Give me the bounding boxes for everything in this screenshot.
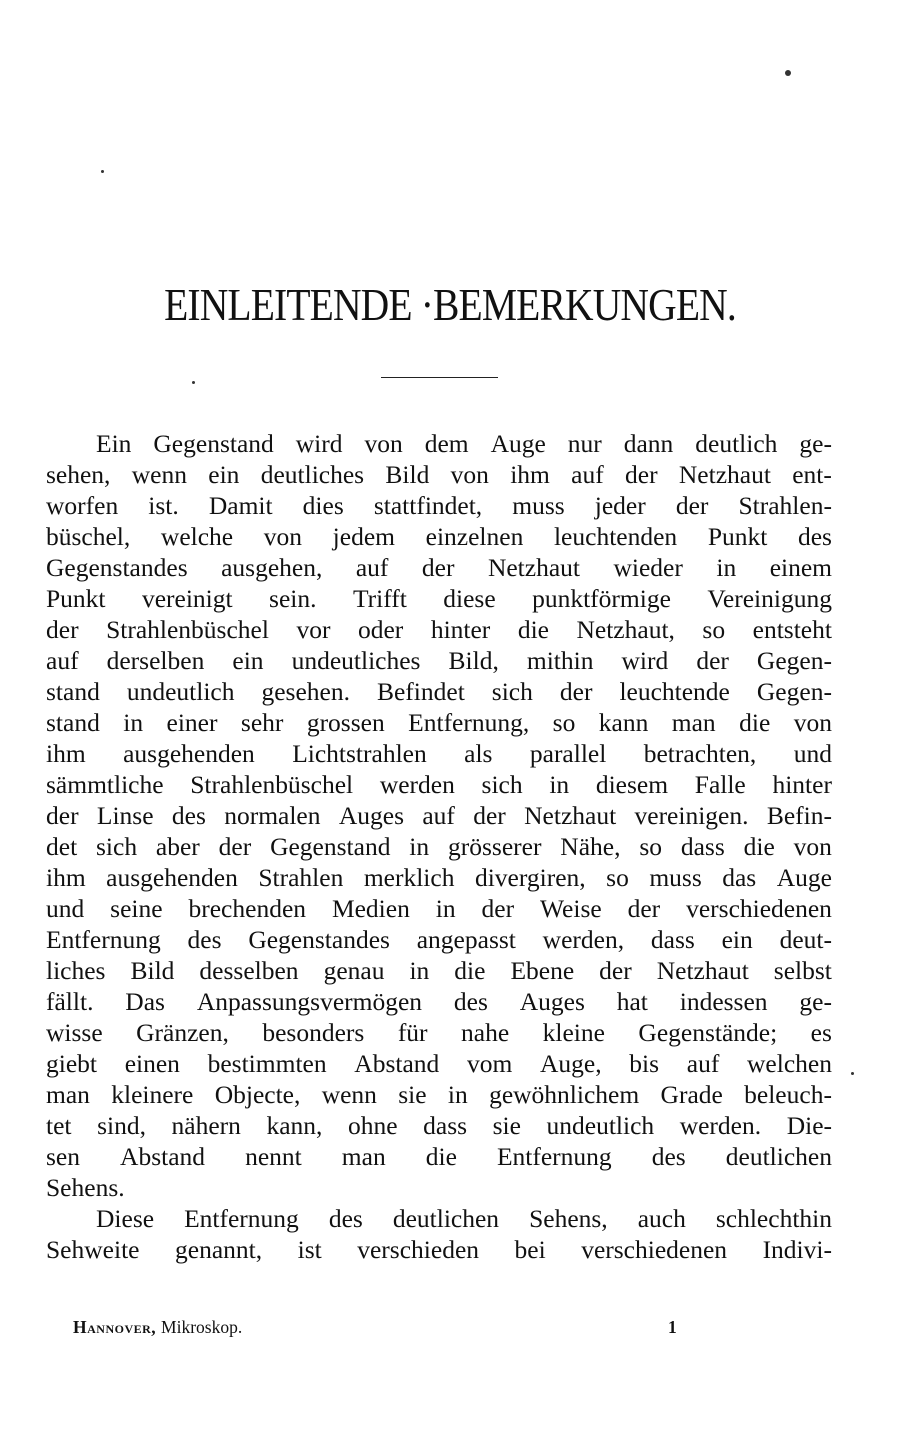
word: Befin- xyxy=(766,801,832,830)
word: einzelnen xyxy=(425,522,524,551)
word: undeutlich xyxy=(546,1111,655,1140)
word: der xyxy=(675,491,709,520)
word: so xyxy=(639,832,663,861)
word: Gegen- xyxy=(756,677,832,706)
word: welche xyxy=(160,522,234,551)
word: seine xyxy=(110,894,163,923)
word: diese xyxy=(443,584,496,613)
word: kleine xyxy=(542,1018,605,1047)
text-line xyxy=(46,1079,832,1110)
word: desselben xyxy=(199,956,299,985)
word: aber xyxy=(155,832,200,861)
text-line xyxy=(46,800,832,831)
word: einer xyxy=(166,708,218,737)
word: Netzhaut, xyxy=(576,615,675,644)
text-line xyxy=(46,490,832,521)
scan-speck xyxy=(192,381,195,384)
word: stand xyxy=(46,677,100,706)
text-line xyxy=(46,1203,832,1234)
word: besonders xyxy=(262,1018,365,1047)
word: des xyxy=(328,1204,363,1233)
text-line xyxy=(46,1172,832,1203)
word: werden, xyxy=(542,925,625,954)
word: man xyxy=(671,708,716,737)
word: ihm xyxy=(510,460,550,489)
word: sehr xyxy=(240,708,284,737)
word: Sehens, xyxy=(529,1204,608,1233)
word: ist. xyxy=(148,491,179,520)
word: Strahlen xyxy=(258,863,344,892)
word: Anpassungsvermögen xyxy=(196,987,423,1016)
word: der xyxy=(218,832,252,861)
word: verschiedenen xyxy=(581,1235,728,1264)
word: diesem xyxy=(595,770,669,799)
word: Grade xyxy=(660,1080,723,1109)
word: Die- xyxy=(786,1111,832,1140)
word: auf xyxy=(686,1049,720,1078)
word: die xyxy=(454,956,486,985)
word: indessen xyxy=(679,987,768,1016)
word: in xyxy=(123,708,144,737)
page-footer xyxy=(46,1315,832,1339)
word: ihm xyxy=(46,863,86,892)
word: ausgehen, xyxy=(221,553,323,582)
word: vereinigen. xyxy=(634,801,749,830)
word: der xyxy=(421,553,455,582)
word: dem xyxy=(424,429,469,458)
word: der xyxy=(627,894,661,923)
word: Lichtstrahlen xyxy=(292,739,427,768)
word: ihm xyxy=(46,739,86,768)
text-line xyxy=(46,1017,832,1048)
word: bestimmten xyxy=(207,1049,327,1078)
word: dann xyxy=(623,429,674,458)
word: ausgehenden xyxy=(123,739,255,768)
word: Auges xyxy=(519,987,585,1016)
word: des xyxy=(453,987,488,1016)
text-line xyxy=(46,676,832,707)
word: der xyxy=(46,615,79,644)
word: Auge, xyxy=(540,1049,602,1078)
word: des xyxy=(187,925,222,954)
word: gewöhnlichem xyxy=(489,1080,640,1109)
paragraph-2 xyxy=(46,1203,832,1265)
word: Medien xyxy=(331,894,410,923)
word: einen xyxy=(124,1049,180,1078)
word: von xyxy=(263,522,303,551)
word: ein xyxy=(208,460,240,489)
text-line xyxy=(46,614,832,645)
word: Auge xyxy=(490,429,546,458)
word: sie xyxy=(492,1111,521,1140)
word: der xyxy=(599,956,632,985)
word: und xyxy=(793,739,832,768)
word: nennt xyxy=(245,1142,302,1171)
text-line xyxy=(46,645,832,676)
word: Trifft xyxy=(352,584,407,613)
word: brechenden xyxy=(188,894,307,923)
text-line xyxy=(46,521,832,552)
word: dass xyxy=(423,1111,468,1140)
word: tet xyxy=(46,1111,72,1140)
word: so xyxy=(552,708,576,737)
word: derselben xyxy=(106,646,205,675)
word: ausgehenden xyxy=(106,863,238,892)
text-line xyxy=(46,1110,832,1141)
word: auf xyxy=(355,553,389,582)
word: normalen xyxy=(224,801,321,830)
word: kleinere xyxy=(111,1080,194,1109)
word: ge- xyxy=(799,429,832,458)
word: die xyxy=(739,708,771,737)
word: liches xyxy=(46,956,106,985)
word: det xyxy=(46,832,78,861)
word: ohne xyxy=(347,1111,398,1140)
text-line xyxy=(46,583,832,614)
word: Netzhaut xyxy=(678,460,771,489)
word: in xyxy=(549,770,570,799)
text-line xyxy=(46,1048,832,1079)
word: als xyxy=(464,739,493,768)
scan-speck xyxy=(101,170,104,173)
word: wisse xyxy=(46,1018,103,1047)
word: Netzhaut xyxy=(656,956,749,985)
word: werden. xyxy=(679,1111,762,1140)
word: ein xyxy=(721,925,753,954)
word: Entfernung, xyxy=(408,708,530,737)
word: Bild xyxy=(385,460,430,489)
word: entsteht xyxy=(752,615,832,644)
word: Sehens. xyxy=(46,1173,125,1202)
word: büschel, xyxy=(46,522,131,551)
paragraph-1 xyxy=(46,428,832,1203)
text-line xyxy=(46,893,832,924)
word: welchen xyxy=(747,1049,832,1078)
word: Strahlen- xyxy=(738,491,832,520)
word: es xyxy=(810,1018,832,1047)
word: muss xyxy=(649,863,702,892)
word: Bild, xyxy=(448,646,499,675)
text-line xyxy=(46,459,832,490)
word: vereinigt xyxy=(141,584,233,613)
word: der xyxy=(473,801,506,830)
text-line xyxy=(46,1234,832,1265)
word: Entfernung xyxy=(496,1142,612,1171)
word: dies xyxy=(302,491,344,520)
word: Das xyxy=(125,987,165,1016)
word: deutlichen xyxy=(392,1204,500,1233)
word: hinter xyxy=(772,770,832,799)
word: wird xyxy=(621,646,669,675)
word: Gegen- xyxy=(756,646,832,675)
word: giebt xyxy=(46,1049,97,1078)
word: einem xyxy=(769,553,832,582)
word: nahe xyxy=(461,1018,510,1047)
text-line xyxy=(46,707,832,738)
word: stattfindet, xyxy=(373,491,483,520)
word: vom xyxy=(466,1049,513,1078)
word: deutliches xyxy=(260,460,365,489)
word: Abstand xyxy=(120,1142,206,1171)
word: und xyxy=(46,894,85,923)
word: leuchtenden xyxy=(553,522,678,551)
word: kann xyxy=(598,708,649,737)
word: nähern xyxy=(171,1111,241,1140)
text-line xyxy=(46,831,832,862)
word: in xyxy=(409,956,430,985)
word: nur xyxy=(567,429,602,458)
word: ist xyxy=(297,1235,322,1264)
word: punktförmige xyxy=(532,584,671,613)
word: Gränzen, xyxy=(136,1018,229,1047)
word: ein xyxy=(232,646,264,675)
word: sen xyxy=(46,1142,80,1171)
word: merklich xyxy=(363,863,455,892)
word: die xyxy=(743,832,775,861)
word: worfen xyxy=(46,491,119,520)
word: Auge xyxy=(776,863,832,892)
word: Falle xyxy=(694,770,746,799)
word: genannt, xyxy=(175,1235,263,1264)
chapter-title: EINLEITENDE ·BEMERKUNGEN. xyxy=(164,279,736,330)
text-line xyxy=(46,1141,832,1172)
word: von xyxy=(793,708,832,737)
word: von xyxy=(450,460,489,489)
word: hinter xyxy=(430,615,491,644)
word: für xyxy=(397,1018,428,1047)
word: vor xyxy=(296,615,331,644)
word: der xyxy=(46,801,79,830)
word: hat xyxy=(616,987,648,1016)
word: fällt. xyxy=(46,987,94,1016)
text-line xyxy=(46,924,832,955)
word: verschieden xyxy=(357,1235,480,1264)
word: jeder xyxy=(594,491,646,520)
word: Befindet xyxy=(376,677,465,706)
word: wenn xyxy=(131,460,187,489)
word: undeutlich xyxy=(126,677,235,706)
word: selbst xyxy=(773,956,832,985)
word: Indivi- xyxy=(762,1235,832,1264)
word: kann, xyxy=(266,1111,323,1140)
word: sich xyxy=(491,677,533,706)
word: man xyxy=(46,1080,90,1109)
word: auf xyxy=(46,646,79,675)
word: wird xyxy=(295,429,343,458)
word: wieder xyxy=(613,553,683,582)
title-divider xyxy=(381,377,498,378)
word: leuchtende xyxy=(619,677,730,706)
scan-speck xyxy=(851,1072,854,1075)
word: divergiren, xyxy=(474,863,586,892)
word: auf xyxy=(422,801,455,830)
word: gesehen. xyxy=(261,677,350,706)
word: auch xyxy=(637,1204,686,1233)
word: Entfernung xyxy=(46,925,161,954)
word: jedem xyxy=(332,522,395,551)
word: Strahlenbüschel xyxy=(106,615,269,644)
word: von xyxy=(364,429,403,458)
word: der xyxy=(481,894,515,923)
word: betrachten, xyxy=(643,739,757,768)
scan-speck xyxy=(785,70,791,76)
word: so xyxy=(606,863,629,892)
word: man xyxy=(341,1142,386,1171)
text-line xyxy=(46,986,832,1017)
word: sich xyxy=(481,770,523,799)
body-text xyxy=(46,428,832,1265)
word: Gegenstände; xyxy=(638,1018,778,1047)
word: wenn xyxy=(321,1080,377,1109)
word: der xyxy=(625,460,658,489)
word: so xyxy=(702,615,726,644)
word: Ebene xyxy=(510,956,575,985)
word: oder xyxy=(357,615,404,644)
word: grösserer xyxy=(447,832,542,861)
word: in xyxy=(716,553,737,582)
text-line xyxy=(46,769,832,800)
word: der xyxy=(696,646,729,675)
word: in xyxy=(409,832,430,861)
word: bei xyxy=(514,1235,546,1264)
word: dass xyxy=(680,832,725,861)
footer-signature xyxy=(73,1315,242,1339)
word: undeutliches xyxy=(291,646,421,675)
word: verschiedenen xyxy=(686,894,832,923)
word: mithin xyxy=(526,646,594,675)
word: Gegenstandes xyxy=(248,925,390,954)
word: parallel xyxy=(529,739,607,768)
word: Abstand xyxy=(354,1049,440,1078)
word: Auges xyxy=(338,801,405,830)
page-number: 1 xyxy=(668,1317,677,1337)
word: sind, xyxy=(97,1111,146,1140)
word: auf xyxy=(571,460,604,489)
word: Bild xyxy=(130,956,175,985)
word: Netzhaut xyxy=(487,553,580,582)
word: Linse xyxy=(96,801,154,830)
word: sich xyxy=(96,832,138,861)
word: muss xyxy=(512,491,565,520)
word: des xyxy=(651,1142,686,1171)
word: ge- xyxy=(799,987,832,1016)
word: werden xyxy=(379,770,455,799)
word: Damit xyxy=(208,491,273,520)
word: Objecte, xyxy=(214,1080,301,1109)
word: das xyxy=(722,863,757,892)
word: Diese xyxy=(96,1204,155,1233)
word: bis xyxy=(629,1049,660,1078)
word: Weise xyxy=(540,894,602,923)
word: Sehweite xyxy=(46,1235,140,1264)
word: deut- xyxy=(779,925,832,954)
word: grossen xyxy=(306,708,385,737)
word: Vereinigung xyxy=(707,584,832,613)
word: sie xyxy=(398,1080,427,1109)
word: Entfernung xyxy=(184,1204,299,1233)
word: Netzhaut xyxy=(524,801,617,830)
word: beleuch- xyxy=(744,1080,832,1109)
word: in xyxy=(447,1080,468,1109)
word: in xyxy=(435,894,456,923)
word: deutlich xyxy=(695,429,778,458)
word: schlechthin xyxy=(715,1204,832,1233)
text-line xyxy=(46,955,832,986)
word: die xyxy=(425,1142,457,1171)
word: Punkt xyxy=(46,584,106,613)
word: Gegenstandes xyxy=(46,553,188,582)
word: dass xyxy=(650,925,695,954)
word: von xyxy=(793,832,832,861)
word: Gegenstand xyxy=(153,429,274,458)
word: angepasst xyxy=(416,925,516,954)
word: sämmtliche xyxy=(46,770,164,799)
word: die xyxy=(517,615,549,644)
word: Punkt xyxy=(707,522,768,551)
word: Gegenstand xyxy=(270,832,391,861)
word: Strahlenbüschel xyxy=(190,770,354,799)
word: Nähe, xyxy=(560,832,621,861)
text-line xyxy=(46,738,832,769)
word: stand xyxy=(46,708,100,737)
word: des xyxy=(171,801,206,830)
word: des xyxy=(797,522,832,551)
word: der xyxy=(559,677,593,706)
word: sein. xyxy=(269,584,317,613)
text-line xyxy=(46,862,832,893)
text-line xyxy=(46,428,832,459)
word: genau xyxy=(323,956,385,985)
text-line xyxy=(46,552,832,583)
word: ent- xyxy=(792,460,832,489)
footer-title: Mikroskop. xyxy=(161,1317,243,1337)
word: deutlichen xyxy=(725,1142,832,1171)
footer-author: Hannover, xyxy=(73,1317,157,1337)
word: Ein xyxy=(96,429,132,458)
word: sehen, xyxy=(46,460,111,489)
